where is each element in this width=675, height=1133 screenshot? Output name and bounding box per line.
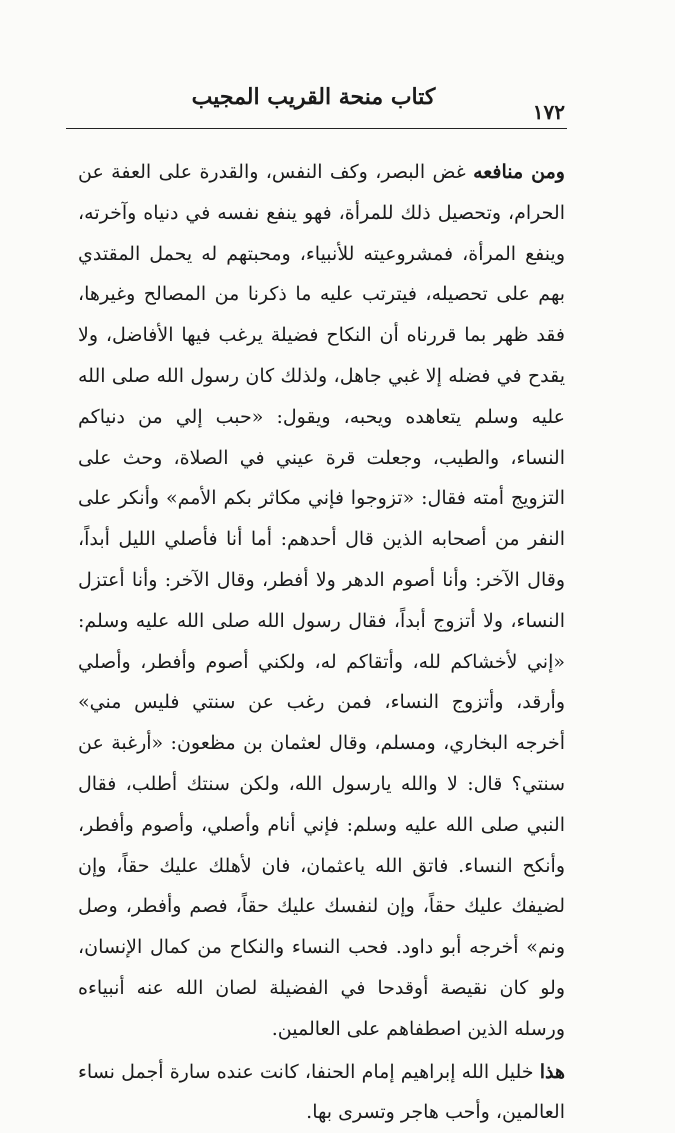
paragraph-text: خليل الله إبراهيم إمام الحنفا، كانت عنده سارة أجمل نساء العالمين، وأحب هاجر وتسرى بها. xyxy=(78,1060,565,1124)
page-header xyxy=(62,78,565,126)
body-text xyxy=(78,152,565,1133)
page-number: ١٧٢ xyxy=(532,100,565,124)
running-title: كتاب منحة القريب المجيب xyxy=(191,84,436,110)
paragraph-text: غض البصر، وكف النفس، والقدرة على العفة عن الحرام، وتحصيل ذلك للمرأة، فهو ينفع نفسه في دنياه وآخرته، وينفع المرأة، فمشروعيته للأنبياء، ومحبتهم له يحمل المقتدي بهم على تحصيله، فيترتب عليه ما ذكرنا من المصالح وغيرها، فقد ظهر بما قررناه أن النكاح فضيلة يرغب فيها الأفاضل، ولا يقدح في فضله إلا غبي جاهل، ولذلك كان رسول الله صلى الله عليه وسلم يتعاهده ويحبه، ويقول: «حبب إلي من دنياكم النساء، والطيب، وجعلت قرة عيني في الصلاة، وحث على التزويج أمته فقال: «تزوجوا فإني مكاثر بكم الأمم» وأنكر على النفر من أصحابه الذين قال أحدهم: أما أنا فأصلي الليل أبداً، وقال الآخر: وأنا أصوم الدهر ولا أفطر، وقال الآخر: وأنا أعتزل النساء، ولا أتزوج أبداً، فقال رسول الله صلى الله عليه وسلم: «إني لأخشاكم لله، وأتقاكم له، ولكني أصوم وأفطر، وأصلي وأرقد، وأتزوج النساء، فمن رغب عن سنتي فليس مني» أخرجه البخاري، ومسلم، وقال لعثمان بن مظعون: «أرغبة عن سنتي؟ قال: لا والله يارسول الله، ولكن سنتك أطلب، فقال النبي صلى الله عليه وسلم: فإني أنام وأصلي، وأصوم وأفطر، وأنكح النساء. فاتق الله ياعثمان، فان لأهلك عليك حقاً، وإن لضيفك عليك حقاً، وإن لنفسك عليك حقاً، فصم وأفطر، وصل ونم» أخرجه أبو داود. فحب النساء والنكاح من كمال الإنسان، ولو كان نقيصة أوقدحا في الفضيلة لصان الله عنه أنبياءه ورسله الذين اصطفاهم على العالمين. xyxy=(78,161,565,1040)
paragraph-ibrahim xyxy=(78,1052,565,1133)
paragraph-lead-words: ومن منافعه xyxy=(473,161,565,183)
paragraph-benefits-of-marriage xyxy=(78,152,565,1050)
paragraph-lead-words: هذا xyxy=(539,1060,565,1083)
header-rule xyxy=(66,128,567,129)
